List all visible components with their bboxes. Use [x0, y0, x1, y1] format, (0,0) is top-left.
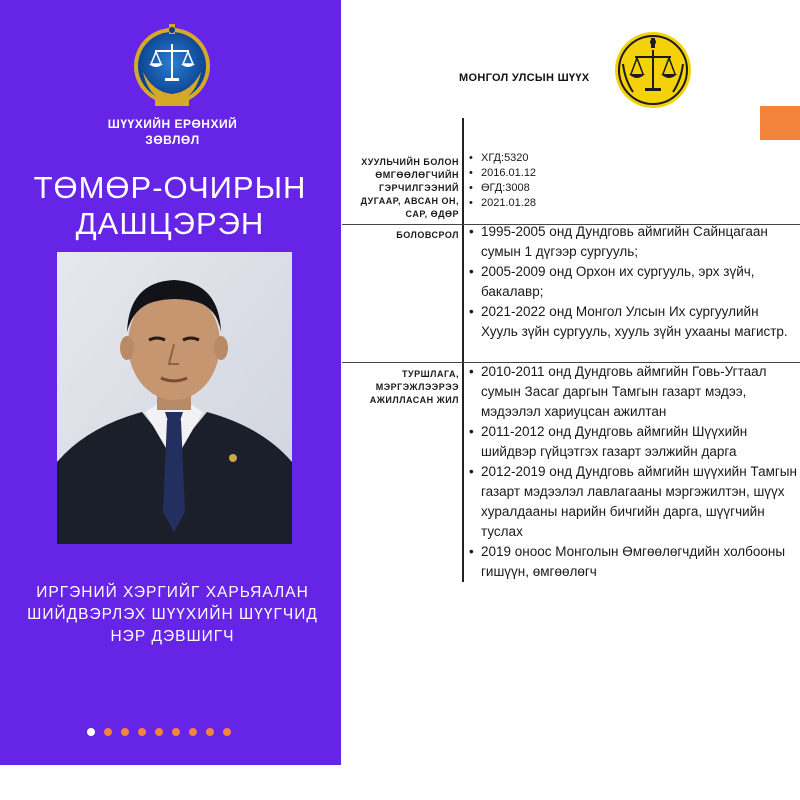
list-item: • 2012-2019 онд Дундговь аймгийн шүүхийн Тамгын газарт мэдээлэл лавлагааны мэргэжилтэн, шүүх хуралдааны нарийн бичгийн дарга, шүүгчийн туслах [467, 462, 797, 542]
carousel-dot[interactable] [104, 728, 112, 736]
row-label-experience: ТУРШЛАГА, МЭРГЭЖЛЭЭРЭЭ АЖИЛЛАСАН ЖИЛ [369, 369, 459, 405]
carousel-dot[interactable] [138, 728, 146, 736]
carousel-dot[interactable] [87, 728, 95, 736]
carousel-dot[interactable] [155, 728, 163, 736]
list-item: • ХГД:5320 [467, 151, 797, 166]
list-item: • 2019 оноос Монголын Өмгөөлөгчдийн холбооны гишүүн, өмгөөлөгч [467, 542, 797, 582]
candidate-photo [57, 252, 292, 544]
council-name: ШҮҮХИЙН ЕРӨНХИЙ ЗӨВЛӨЛ [107, 117, 238, 147]
candidate-role: ИРГЭНИЙ ХЭРГИЙГ ХАРЬЯАЛАН ШИЙДВЭРЛЭХ ШҮҮХИЙН ШҮҮГЧИД НЭР ДЭВШИГЧ [27, 584, 318, 645]
carousel-dot[interactable] [172, 728, 180, 736]
list-item: • ӨГД:3008 [467, 181, 797, 196]
carousel-dot[interactable] [206, 728, 214, 736]
list-item: • 1995-2005 онд Дундговь аймгийн Сайнцагаан сумын 1 дүгээр сургууль; [467, 222, 797, 262]
carousel-dot[interactable] [121, 728, 129, 736]
row-label-education: БОЛОВСРОЛ [396, 230, 459, 240]
accent-square [760, 106, 800, 140]
judicial-council-emblem-icon [131, 22, 213, 108]
list-item: • 2016.01.12 [467, 166, 797, 181]
carousel-indicator [87, 728, 231, 736]
carousel-dot[interactable] [189, 728, 197, 736]
court-title: МОНГОЛ УЛСЫН ШҮҮХ [459, 72, 590, 84]
certificate-list [467, 151, 797, 211]
list-item: • 2021-2022 онд Монгол Улсын Их сургуулийн Хууль зүйн сургууль, хууль зүйн ухааны магистр. [467, 302, 797, 342]
court-scales-emblem-icon [613, 30, 693, 110]
list-item: • 2021.01.28 [467, 196, 797, 211]
experience-list [467, 362, 797, 582]
left-panel [0, 0, 341, 765]
table-vertical-divider [462, 118, 464, 582]
education-list [467, 222, 797, 342]
list-item: • 2011-2012 онд Дундговь аймгийн Шүүхийн шийдвэр гүйцэтгэх газарт ээлжийн дарга [467, 422, 797, 462]
row-label-certificate: ХУУЛЬЧИЙН БОЛОН ӨМГӨӨЛӨГЧИЙН ГЭРЧИЛГЭЭНИЙ ДУГААР, АВСАН ОН, САР, ӨДӨР [360, 157, 459, 219]
candidate-name: ТӨМӨР-ОЧИРЫН ДАШЦЭРЭН [33, 170, 307, 241]
carousel-dot[interactable] [223, 728, 231, 736]
list-item: • 2005-2009 онд Орхон их сургууль, эрх зүйч, бакалавр; [467, 262, 797, 302]
list-item: • 2010-2011 онд Дундговь аймгийн Говь-Угтаал сумын Засаг даргын Тамгын газарт мэдээ, мэдээлэл хариуцсан ажилтан [467, 362, 797, 422]
